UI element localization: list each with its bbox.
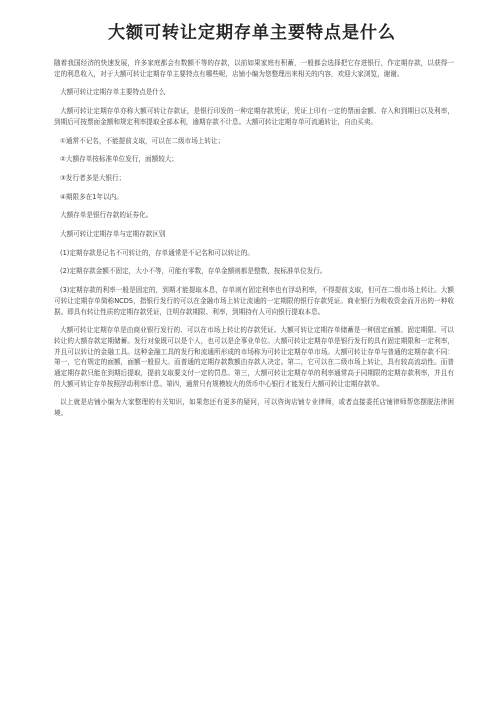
- difference-item: (3)定期存款的利率一般是固定的，到期才能提取本息，存单则有固定利率也有浮动利率，不得提前支取，但可在二级市场上转让。大额可转让定期存单简称NCDS，指银行发行的可以在金融市场上转让流通的一定期限的银行存款凭证。商业银行为吸收资金而开出的一种收据。即具有转让性质的定期存款凭证，注明存款期限、利率，到期持有人可向银行提取本息。: [54, 286, 454, 316]
- feature-item: ③发行者多是大银行；: [60, 173, 126, 182]
- document-body: [54, 58, 454, 427]
- feature-item: ②大额存单按标准单位发行，面额较大；: [60, 155, 179, 164]
- summary-line: 大额存单是银行存款的证券化。: [60, 211, 153, 220]
- feature-item: ①通常不记名，不能提前支取，可以在二级市场上转让；: [60, 136, 225, 145]
- feature-item: ④期限多在1年以内。: [60, 192, 123, 201]
- difference-item: (2)定期存款金额不固定，大小不等，可能有零数，存单金额则都是整数，按标准单位发行。: [60, 267, 327, 276]
- difference-item: (1)定期存款是记名不可转让的，存单通常是不记名和可以转让的。: [60, 248, 254, 257]
- intro-paragraph: 随着我国经济的快速发展，许多家庭都会有数额不等的存款，以前如果家庭有积蓄，一般都会选择把它存进银行，作定期存款，以获得一定的利息收入，对于大额可转让定期存单主要特点有哪些呢，店铺小编为您整理出来相关的内容，欢迎大家浏览，谢谢。: [54, 59, 454, 78]
- definition-paragraph: 大额可转让定期存单亦称大额可转让存款证，是银行印发的一种定期存款凭证，凭证上印有一定的票面金额、存入和到期日以及利率，到期后可按票面金额和规定利率提取全部本利，逾期存款不计息。大额可转让定期存单可流通转让，自由买卖。: [54, 107, 454, 126]
- section-heading: 大额可转让定期存单与定期存款区别: [60, 230, 166, 239]
- section-heading: 大额可转让定期存单主要特点是什么: [60, 88, 166, 97]
- closing-paragraph: 以上就是店铺小编为大家整理的有关知识，如果您还有更多的疑问，可以咨询店铺专业律师，或者直接委托店铺律师帮您摆脱法律困境。: [54, 398, 454, 418]
- document-title: 大额可转让定期存单主要特点是什么: [108, 23, 396, 43]
- detail-paragraph: 大额可转让定期存单是由商业银行发行的、可以在市场上转让的存款凭证。大额可转让定期存单储蓄是一种固定面额、固定期限、可以转让的大额存款定期储蓄。发行对象既可以是个人，也可以是企事业单位。大额可转让定期存单是银行发行的具有固定期限和一定利率，并且可以转让的金融工具。这种金融工具的发行和流通所形成的市场称为可转让定期存单市场。大额可转让存单与普通的定期存款不同：第一，它有规定的面额，面额一般很大。而普通的定期存款数额由存款人决定。第二，它可以在二级市场上转让，具有较高流动性。而普通定期存款只能在到期后提取，提前支取要支付一定的罚息。第三，大额可转让定期存单的利率通常高于同期限的定期存款利率，并且有的大额可转让存单按照浮动利率计息。第四，通常只有规模较大的货币中心银行才能发行大额可转让定期存款单。: [54, 326, 454, 388]
